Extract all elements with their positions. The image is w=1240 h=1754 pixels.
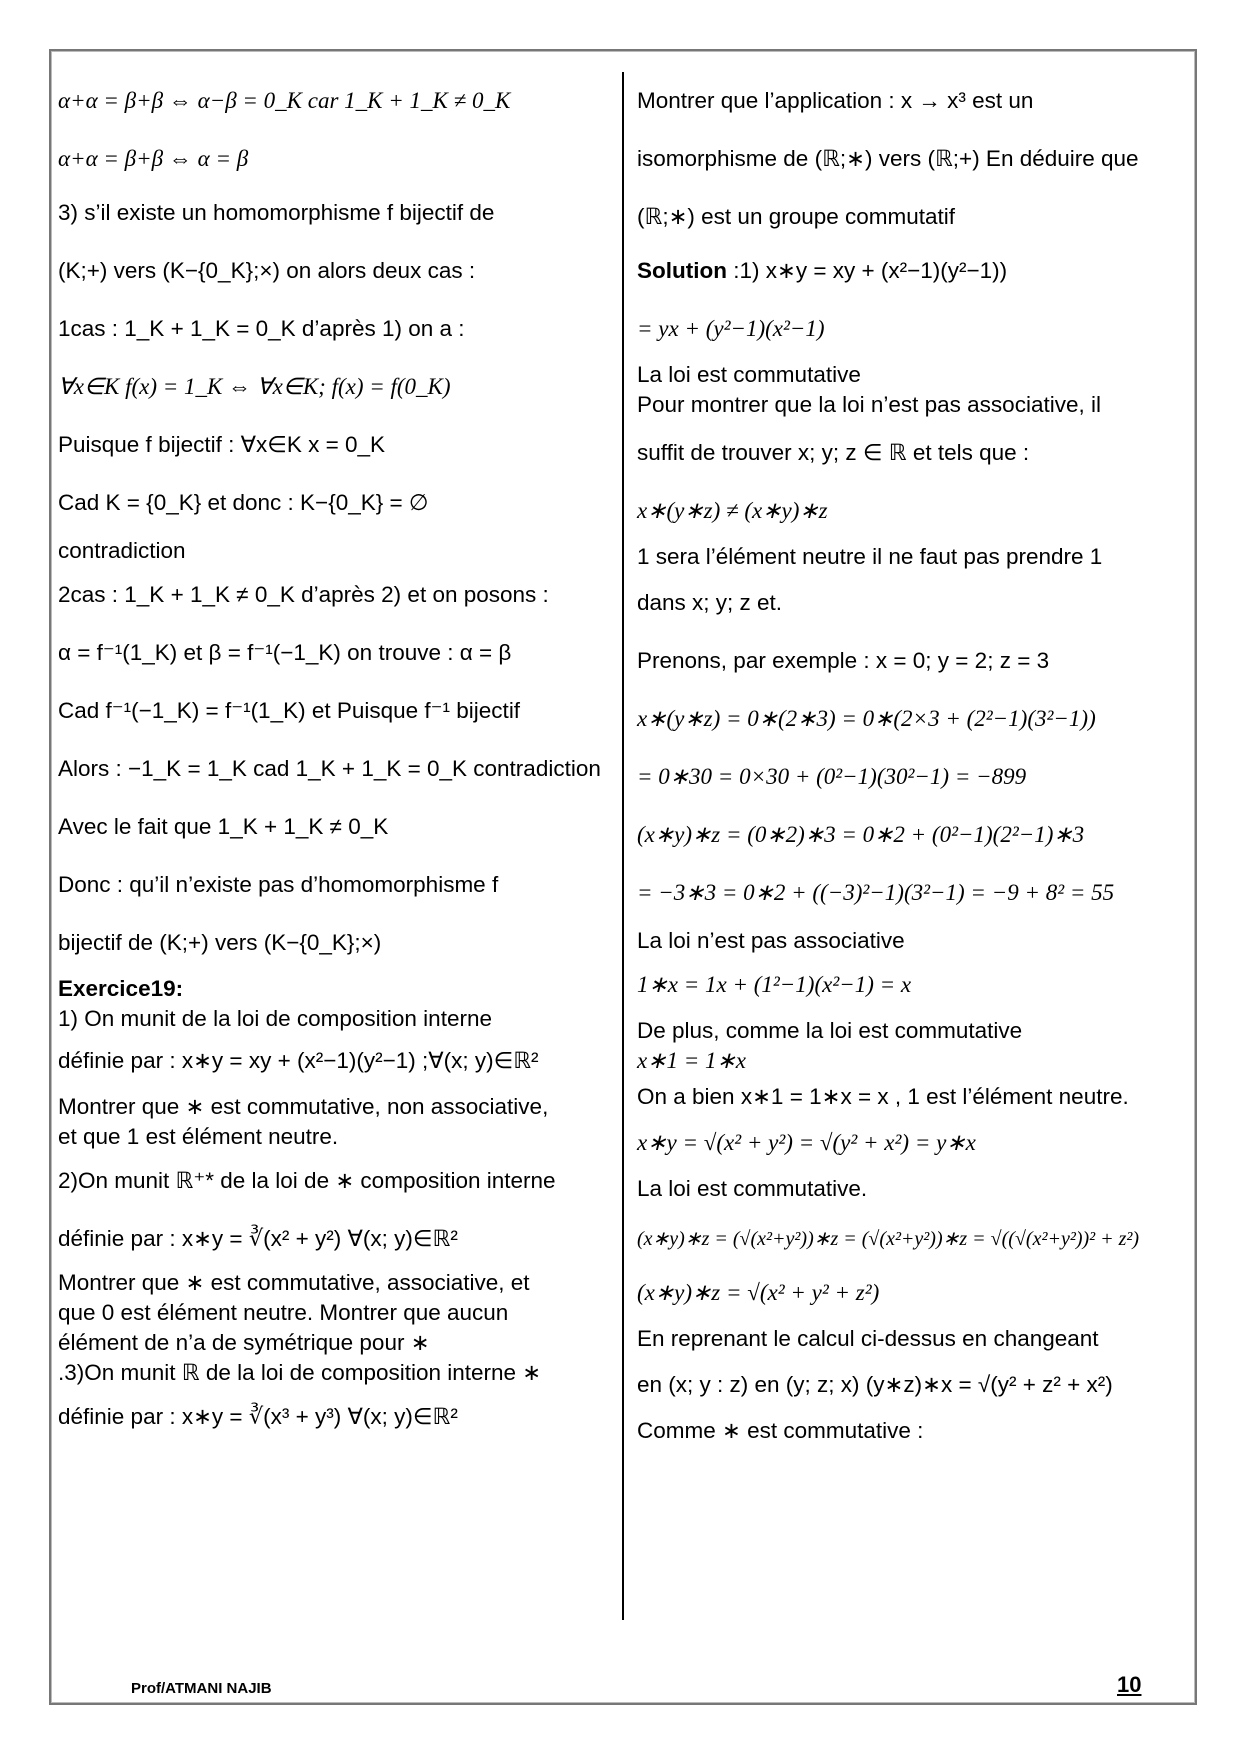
text-line: en (x; y : z) en (y; z; x) (y∗z)∗x = √(y² + z² + x²) bbox=[637, 1372, 1113, 1397]
text-line: Pour montrer que la loi n’est pas associative, il bbox=[637, 392, 1101, 417]
text-line: suffit de trouver x; y; z ∈ ℝ et tels que : bbox=[637, 440, 1030, 465]
text-line: De plus, comme la loi est commutative bbox=[637, 1018, 1023, 1043]
column-divider bbox=[622, 72, 624, 1620]
text-line: définie par : x∗y = xy + (x²−1)(y²−1) ;∀(x; y)∈ℝ² bbox=[58, 1048, 539, 1073]
text-line: 2)On munit ℝ⁺* de la loi de ∗ composition interne bbox=[58, 1168, 556, 1193]
text-line: isomorphisme de (ℝ;∗) vers (ℝ;+) En déduire que bbox=[637, 146, 1139, 171]
text-line: contradiction bbox=[58, 538, 186, 563]
text-line: 2cas : 1_K + 1_K ≠ 0_K d’après 2) et on posons : bbox=[58, 582, 549, 607]
text-line: 3) s’il existe un homomorphisme f bijectif de bbox=[58, 200, 495, 225]
text-line: On a bien x∗1 = 1∗x = x , 1 est l’élément neutre. bbox=[637, 1084, 1129, 1109]
text-line: élément de n’a de symétrique pour ∗ bbox=[58, 1330, 430, 1355]
text-line: 1cas : 1_K + 1_K = 0_K d’après 1) on a : bbox=[58, 316, 465, 341]
text-line: Prenons, par exemple : x = 0; y = 2; z = 3 bbox=[637, 648, 1050, 673]
text-line: α = f⁻¹(1_K) et β = f⁻¹(−1_K) on trouve : α = β bbox=[58, 640, 512, 665]
text-line: La loi est commutative. bbox=[637, 1176, 868, 1201]
text-line: Montrer que ∗ est commutative, non associative, bbox=[58, 1094, 549, 1119]
text-line: Comme ∗ est commutative : bbox=[637, 1418, 924, 1443]
text-line: Avec le fait que 1_K + 1_K ≠ 0_K bbox=[58, 814, 389, 839]
text-line: 1 sera l’élément neutre il ne faut pas prendre 1 bbox=[637, 544, 1103, 569]
text-line: définie par : x∗y = ∛(x³ + y³) ∀(x; y)∈ℝ² bbox=[58, 1404, 458, 1429]
solution-line bbox=[637, 256, 1185, 286]
text-line: α+α = β+β ⇔ α−β = 0_K car 1_K + 1_K ≠ 0_K bbox=[58, 88, 511, 113]
text-line: = −3∗3 = 0∗2 + ((−3)²−1)(3²−1) = −9 + 8² = 55 bbox=[637, 880, 1115, 905]
text-line: = 0∗30 = 0×30 + (0²−1)(30²−1) = −899 bbox=[637, 764, 1027, 789]
text-line: (K;+) vers (K−{0_K};×) on alors deux cas : bbox=[58, 258, 476, 283]
text-line: x∗(y∗z) = 0∗(2∗3) = 0∗(2×3 + (2²−1)(3²−1)) bbox=[637, 706, 1096, 731]
text-line: Montrer que l’application : x → x³ est un bbox=[637, 88, 1034, 113]
text-line: Montrer que ∗ est commutative, associative, et bbox=[58, 1270, 530, 1295]
solution-label: Solution bbox=[637, 258, 727, 283]
text-line: ∀x∈K f(x) = 1_K ⇔ ∀x∈K; f(x) = f(0_K) bbox=[58, 374, 451, 399]
text-line: que 0 est élément neutre. Montrer que aucun bbox=[58, 1300, 509, 1325]
text-line: En reprenant le calcul ci-dessus en changeant bbox=[637, 1326, 1099, 1351]
text-line: x∗1 = 1∗x bbox=[637, 1048, 746, 1073]
text-line: 1∗x = 1x + (1²−1)(x²−1) = x bbox=[637, 972, 912, 997]
text-line: α+α = β+β ⇔ α = β bbox=[58, 146, 249, 171]
text-line: 1) On munit de la loi de composition interne bbox=[58, 1006, 492, 1031]
text-line: Cad f⁻¹(−1_K) = f⁻¹(1_K) et Puisque f⁻¹ bijectif bbox=[58, 698, 521, 723]
exercise-title: Exercice19: bbox=[58, 976, 184, 1001]
text-line: et que 1 est élément neutre. bbox=[58, 1124, 339, 1149]
text-line: .3)On munit ℝ de la loi de composition interne ∗ bbox=[58, 1360, 542, 1385]
page-number: 10 bbox=[1117, 1672, 1142, 1697]
text-line: Cad K = {0_K} et donc : K−{0_K} = ∅ bbox=[58, 490, 429, 515]
text-line: x∗(y∗z) ≠ (x∗y)∗z bbox=[637, 498, 828, 523]
text-line: (x∗y)∗z = (√(x²+y²))∗z = (√(x²+y²))∗z = √((√(x²+y²))² + z²) bbox=[637, 1228, 1140, 1250]
text-line: Puisque f bijectif : ∀x∈K x = 0_K bbox=[58, 432, 386, 457]
footer-author: Prof/ATMANI NAJIB bbox=[131, 1680, 272, 1697]
text-line: :1) x∗y = xy + (x²−1)(y²−1)) bbox=[726, 258, 1008, 283]
text-line: Donc : qu’il n’existe pas d’homomorphisme f bbox=[58, 872, 499, 897]
text-line: définie par : x∗y = ∛(x² + y²) ∀(x; y)∈ℝ² bbox=[58, 1226, 458, 1251]
text-line: x∗y = √(x² + y²) = √(y² + x²) = y∗x bbox=[637, 1130, 976, 1155]
text-line: bijectif de (K;+) vers (K−{0_K};×) bbox=[58, 930, 382, 955]
text-line: La loi n’est pas associative bbox=[637, 928, 905, 953]
text-line: La loi est commutative bbox=[637, 362, 861, 387]
text-line: (x∗y)∗z = √(x² + y² + z²) bbox=[637, 1280, 880, 1305]
text-line: (ℝ;∗) est un groupe commutatif bbox=[637, 204, 956, 229]
text-line: (x∗y)∗z = (0∗2)∗3 = 0∗2 + (0²−1)(2²−1)∗3 bbox=[637, 822, 1085, 847]
text-line: dans x; y; z et. bbox=[637, 590, 783, 615]
text-line: Alors : −1_K = 1_K cad 1_K + 1_K = 0_K contradiction bbox=[58, 756, 601, 781]
text-line: = yx + (y²−1)(x²−1) bbox=[637, 316, 825, 341]
